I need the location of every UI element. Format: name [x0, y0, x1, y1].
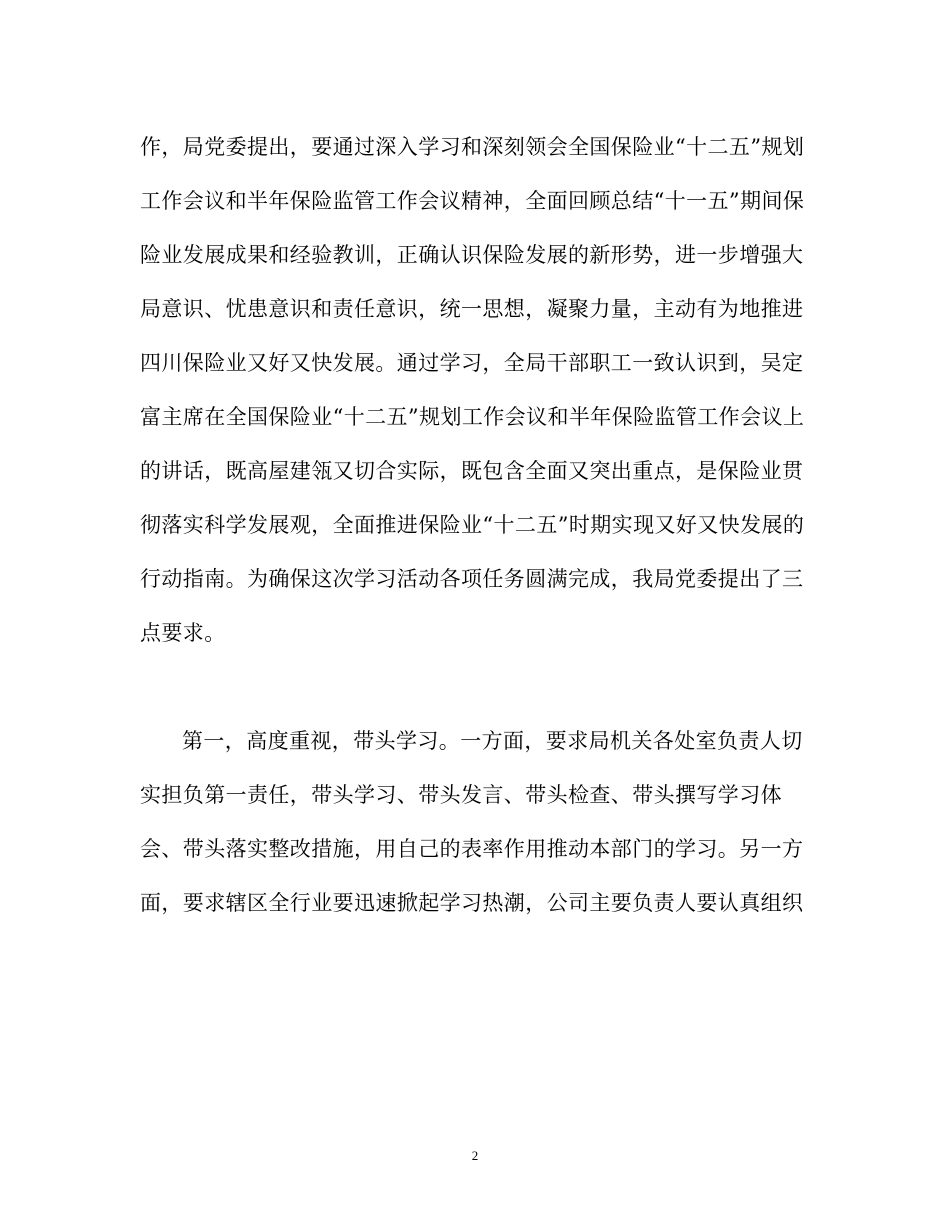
text-line: 局意识、忧患意识和责任意识，统一思想，凝聚力量，主动有为地推进 — [140, 297, 804, 321]
text-line: 的讲话，既高屋建瓴又切合实际，既包含全面又突出重点，是保险业贯 — [140, 459, 804, 483]
body-text — [140, 120, 820, 930]
text-line: 实担负第一责任，带头学习、带头发言、带头检查、带头撰写学习体 — [140, 783, 782, 807]
text-line: 四川保险业又好又快发展。通过学习，全局干部职工一致认识到，吴定 — [140, 351, 804, 375]
text-line: 行动指南。为确保这次学习活动各项任务圆满完成，我局党委提出了三 — [140, 567, 804, 591]
paragraph-2 — [140, 714, 820, 930]
text-line: 会、带头落实整改措施，用自己的表率作用推动本部门的学习。另一方 — [140, 837, 804, 861]
text-line: 彻落实科学发展观，全面推进保险业“十二五”时期实现又好又快发展的 — [140, 513, 805, 537]
text-line: 富主席在全国保险业“十二五”规划工作会议和半年保险监管工作会议上 — [140, 405, 805, 429]
text-line: 作，局党委提出，要通过深入学习和深刻领会全国保险业“十二五”规划 — [140, 135, 805, 159]
paragraph-spacer — [140, 660, 820, 714]
page-number: 2 — [471, 1148, 479, 1163]
text-line: 险业发展成果和经验教训，正确认识保险发展的新形势，进一步增强大 — [140, 243, 804, 267]
paragraph-1 — [140, 120, 820, 660]
text-line: 第一，高度重视，带头学习。一方面，要求局机关各处室负责人切 — [182, 729, 803, 753]
text-line: 点要求。 — [140, 621, 226, 645]
text-line: 面，要求辖区全行业要迅速掀起学习热潮，公司主要负责人要认真组织 — [140, 891, 804, 915]
text-line: 工作会议和半年保险监管工作会议精神，全面回顾总结“十一五”期间保 — [140, 189, 805, 213]
